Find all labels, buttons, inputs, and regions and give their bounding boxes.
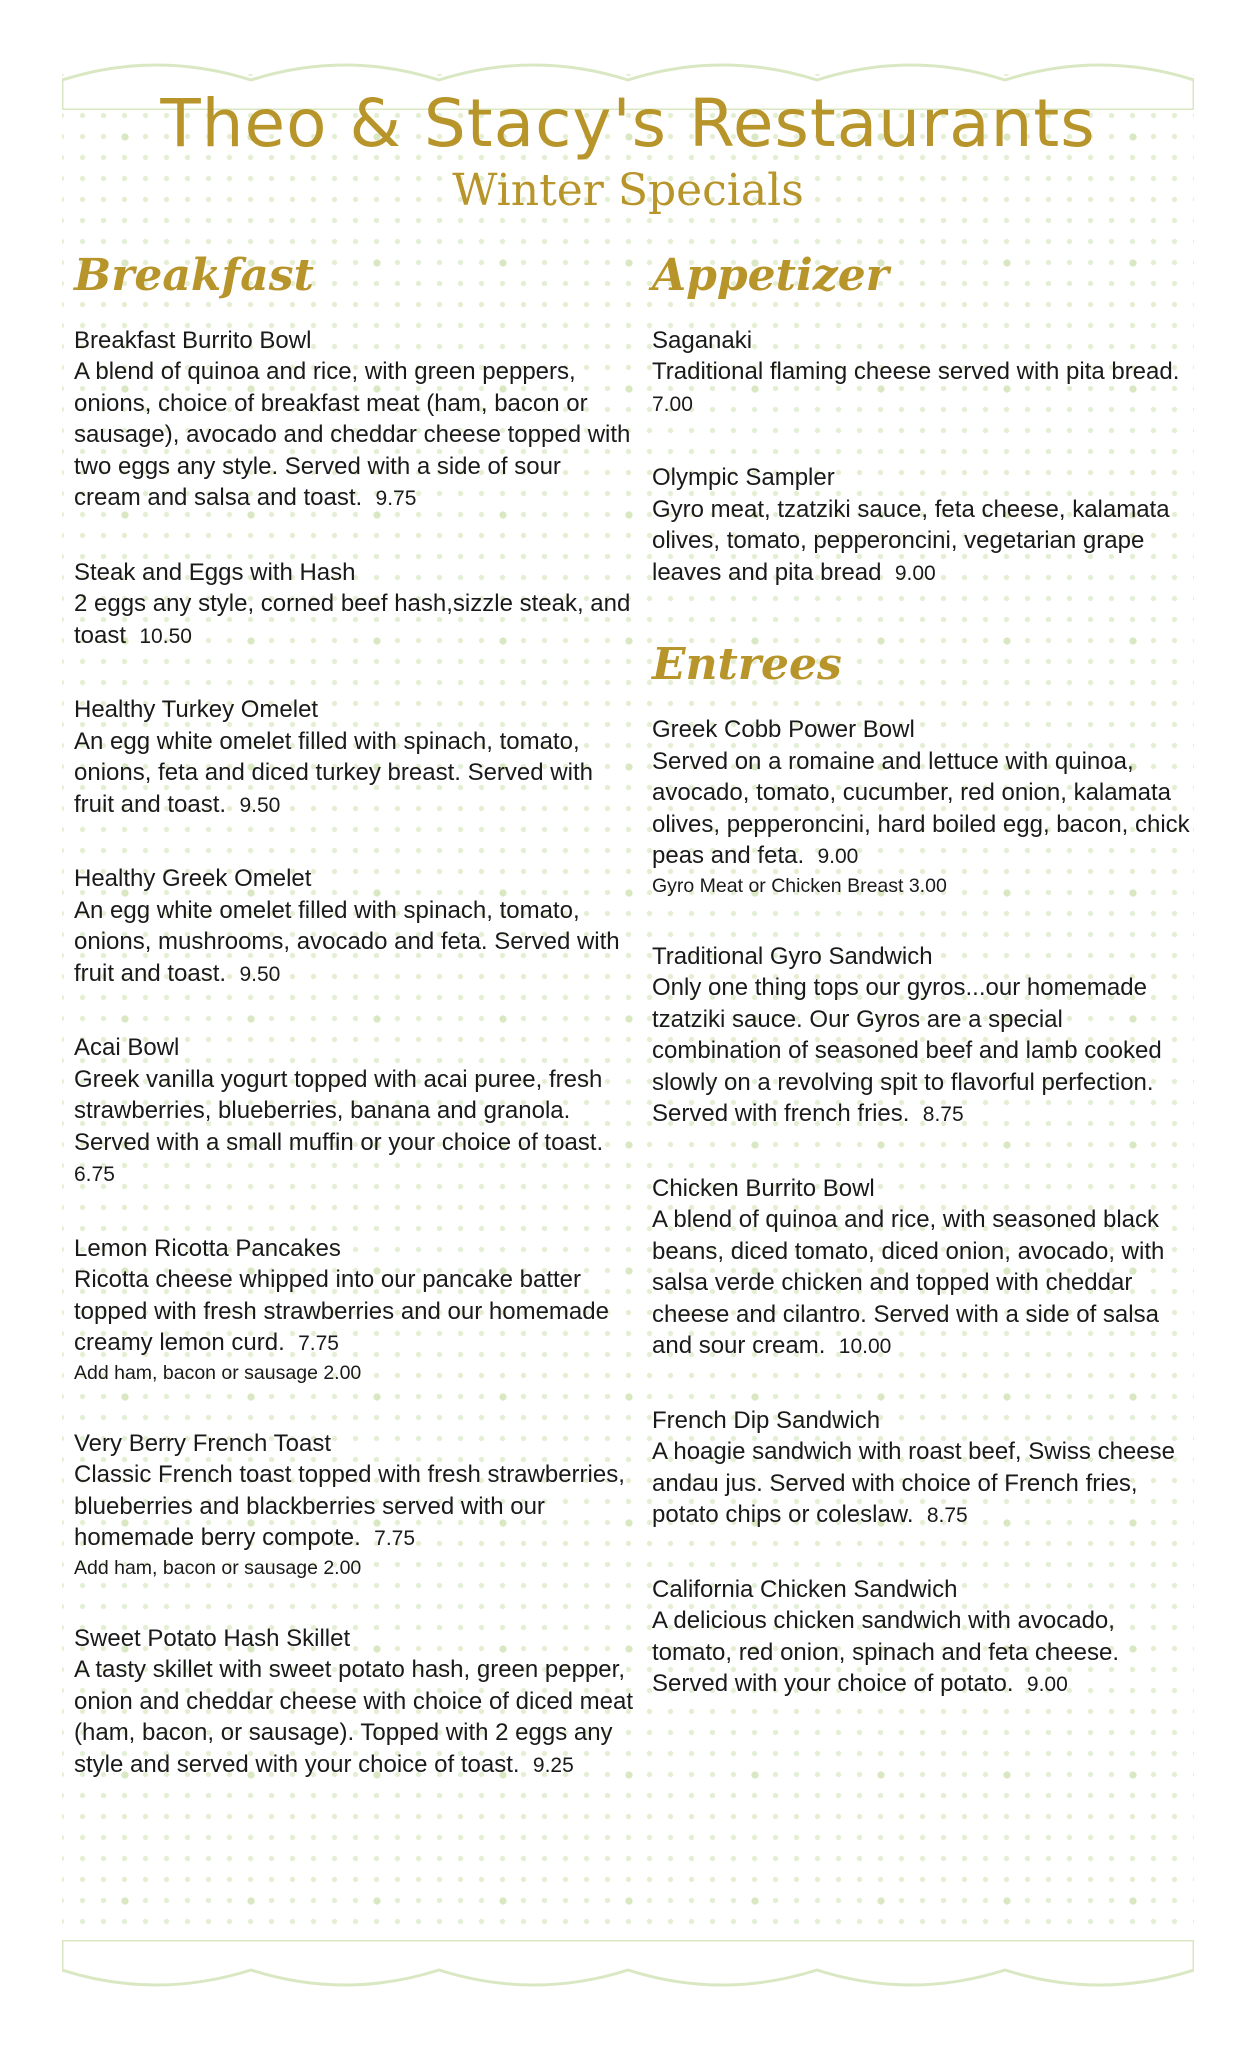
menu-header <box>0 85 1256 217</box>
item-description: Served on a romaine and lettuce with quinoa, avocado, tomato, cucumber, red onion, kalamata olives, pepperoncini, hard boiled egg, bacon, chick peas and feta. 9.00 <box>652 747 1190 870</box>
item-price: 7.75 <box>298 1332 339 1356</box>
item-name: Acai Bowl <box>74 1034 180 1062</box>
menu-item <box>652 1574 1192 1701</box>
item-name: Greek Cobb Power Bowl <box>652 716 915 744</box>
item-description: A blend of quinoa and rice, with seasoned black beans, diced tomato, diced onion, avocado, with salsa verde chicken and topped with cheddar cheese and cilantro. Served with a side of salsa and sour cream. 10.00 <box>652 1206 1165 1360</box>
menu-item <box>74 1032 634 1191</box>
menu-item <box>652 1173 1192 1363</box>
breakfast-column <box>74 250 634 1823</box>
bottom-scallop-border <box>62 1940 1194 2000</box>
item-price: 9.00 <box>817 845 859 869</box>
item-name: Sweet Potato Hash Skillet <box>74 1624 351 1652</box>
item-description: A blend of quinoa and rice, with green peppers, onions, choice of breakfast meat (ham, bacon or sausage), avocado and cheddar cheese topped with two eggs any style. Served with a side of sour cream and salsa and toast. 9.75 <box>74 358 631 512</box>
item-description: Greek vanilla yogurt topped with acai puree, fresh strawberries, blueberries, banana and granola. Served with a small muffin or your choice of toast. 6.75 <box>74 1065 604 1187</box>
menu-item <box>74 863 634 990</box>
item-addon: Add ham, bacon or sausage 2.00 <box>74 1361 362 1384</box>
menu-item <box>74 694 634 821</box>
item-description: A delicious chicken sandwich with avocado, tomato, red onion, spinach and feta cheese. Served with your choice of potato. 9.00 <box>652 1607 1119 1698</box>
item-name: Olympic Sampler <box>652 464 835 492</box>
item-name: Breakfast Burrito Bowl <box>74 326 312 354</box>
item-price: 9.75 <box>375 487 417 511</box>
menu-item <box>74 557 634 653</box>
item-price: 9.25 <box>532 1753 574 1777</box>
item-price: 10.50 <box>139 624 192 648</box>
item-name: Healthy Greek Omelet <box>74 865 312 893</box>
item-price: 7.00 <box>652 392 693 416</box>
item-name: Traditional Gyro Sandwich <box>652 942 933 970</box>
menu-item <box>74 325 634 515</box>
menu-item <box>652 462 1192 589</box>
item-description: Gyro meat, tzatziki sauce, feta cheese, kalamata olives, tomato, pepperoncini, vegetarian grape leaves and pita bread 9.00 <box>652 495 1170 586</box>
menu-item <box>652 714 1192 899</box>
item-name: Lemon Ricotta Pancakes <box>74 1234 341 1262</box>
menu-item <box>652 1405 1192 1532</box>
item-description: Classic French toast topped with fresh strawberries, blueberries and blackberries served with our homemade berry compote. 7.75 <box>74 1461 625 1552</box>
restaurant-title: Theo & Stacy's Restaurants <box>160 85 1096 162</box>
menu-item <box>74 1623 634 1782</box>
item-description: 2 eggs any style, corned beef hash,sizzle steak, and toast 10.50 <box>74 590 631 649</box>
item-price: 6.75 <box>74 1163 115 1187</box>
item-name: Healthy Turkey Omelet <box>74 696 319 724</box>
entrees-heading: Entrees <box>652 639 842 691</box>
item-description: An egg white omelet filled with spinach, tomato, onions, mushrooms, avocado and feta. Served with fruit and toast. 9.50 <box>74 896 620 987</box>
item-description: Only one thing tops our gyros...our homemade tzatziki sauce. Our Gyros are a special combination of seasoned beef and lamb cooked slowly on a revolving spit to flavorful perfection. Served with french fries. 8.75 <box>652 974 1162 1128</box>
item-price: 8.75 <box>922 1103 964 1127</box>
item-name: Very Berry French Toast <box>74 1429 331 1457</box>
item-name: Chicken Burrito Bowl <box>652 1174 875 1202</box>
item-description: A hoagie sandwich with roast beef, Swiss cheese andau jus. Served with choice of French fries, potato chips or coleslaw. 8.75 <box>652 1438 1175 1529</box>
item-price: 9.50 <box>239 793 281 817</box>
item-price: 9.00 <box>1026 1673 1068 1697</box>
breakfast-heading: Breakfast <box>74 250 314 301</box>
item-description: An egg white omelet filled with spinach, tomato, onions, feta and diced turkey breast. Served with fruit and toast. 9.50 <box>74 727 593 818</box>
menu-item <box>74 1233 634 1386</box>
item-price: 7.75 <box>374 1527 416 1551</box>
item-price: 8.75 <box>926 1504 968 1528</box>
item-name: Steak and Eggs with Hash <box>74 558 356 586</box>
menu-item <box>652 325 1192 421</box>
menu-item <box>652 941 1192 1131</box>
item-price: 9.00 <box>894 561 936 585</box>
item-name: French Dip Sandwich <box>652 1406 881 1434</box>
item-description: Traditional flaming cheese served with pita bread. 7.00 <box>652 358 1180 416</box>
menu-item <box>74 1428 634 1581</box>
item-price: 10.00 <box>838 1335 892 1359</box>
item-addon: Add ham, bacon or sausage 2.00 <box>74 1556 362 1579</box>
appetizer-heading: Appetizer <box>652 250 889 301</box>
item-addon: Gyro Meat or Chicken Breast 3.00 <box>652 874 947 897</box>
item-name: Saganaki <box>652 326 753 354</box>
item-name: California Chicken Sandwich <box>652 1575 958 1603</box>
appetizer-entrees-column <box>652 250 1192 1743</box>
item-description: A tasty skillet with sweet potato hash, green pepper, onion and cheddar cheese with choice of diced meat (ham, bacon, or sausage). Topped with 2 eggs any style and served with your choice of toast. 9.25 <box>74 1656 634 1778</box>
item-price: 9.50 <box>239 962 281 986</box>
item-description: Ricotta cheese whipped into our pancake batter topped with fresh strawberries and our homemade creamy lemon curd. 7.75 <box>74 1266 609 1357</box>
menu-subtitle: Winter Specials <box>452 164 804 216</box>
